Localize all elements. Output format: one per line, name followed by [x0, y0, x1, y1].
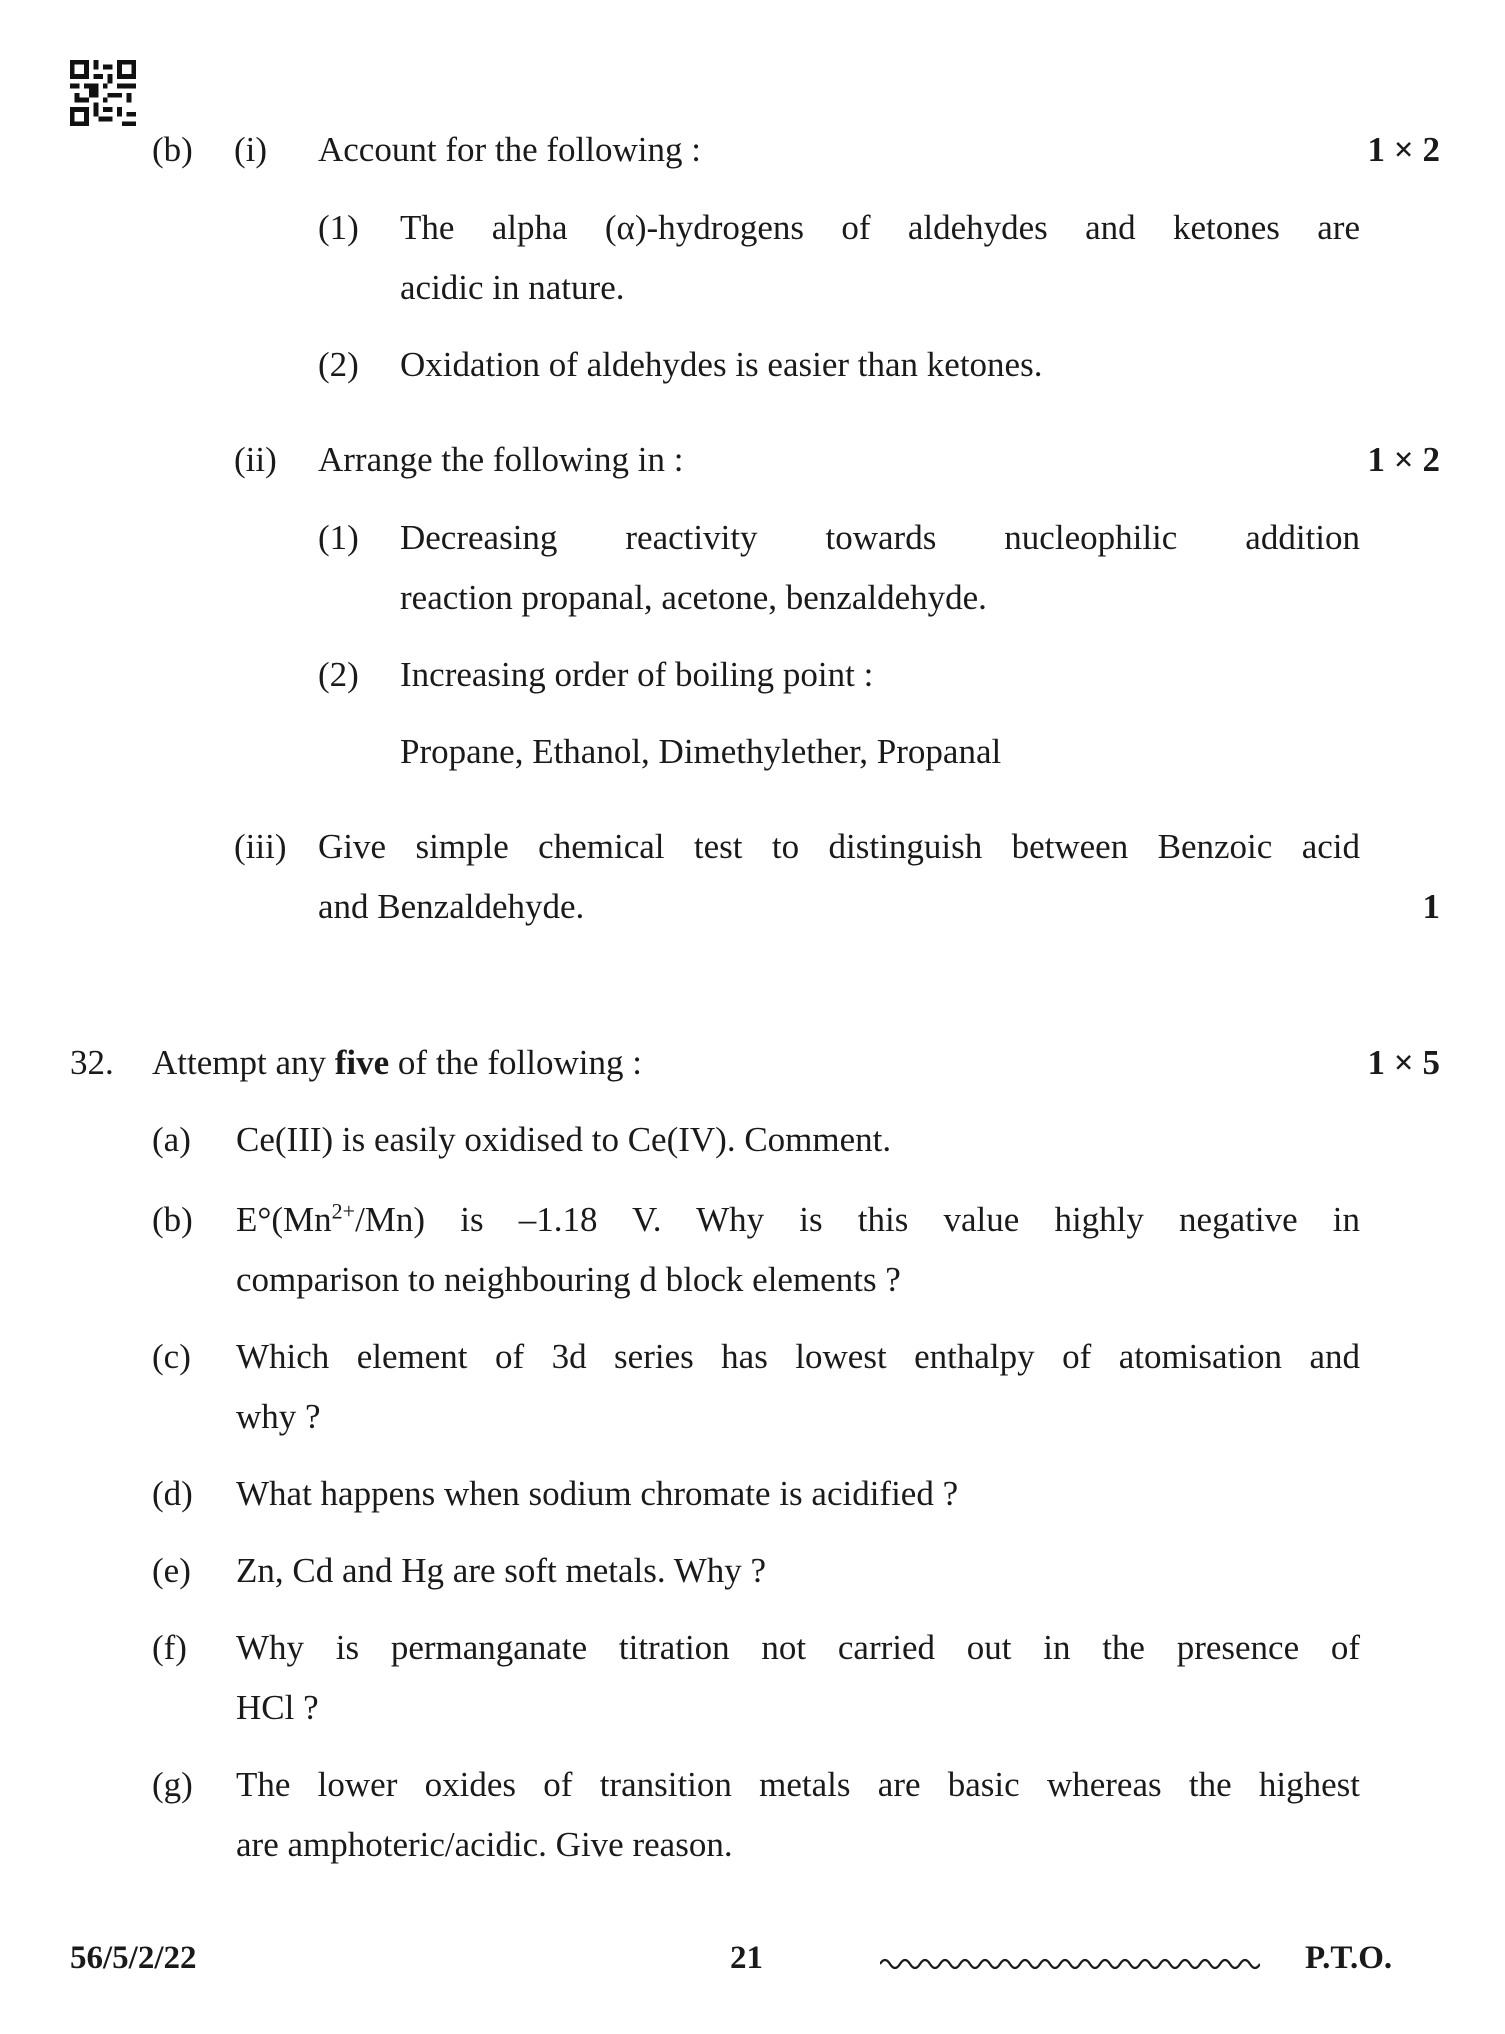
q32b-line2: comparison to neighbouring d block elements ? — [236, 1260, 901, 1299]
q32g-label: (g) — [152, 1765, 193, 1804]
q31b-i-label: (i) — [234, 130, 268, 169]
q32d-label: (d) — [152, 1474, 193, 1513]
q31b-i-item1-line2: acidic in nature. — [400, 268, 625, 307]
q31b-ii-label: (ii) — [234, 440, 277, 479]
q32-prompt: Attempt any five of the following : — [152, 1043, 642, 1082]
q32e-line1: Zn, Cd and Hg are soft metals. Why ? — [236, 1551, 767, 1590]
q32a-line1: Ce(III) is easily oxidised to Ce(IV). Comment. — [236, 1120, 892, 1159]
q31b-i-item2-num: (2) — [318, 345, 359, 384]
qr-code-icon — [68, 60, 138, 126]
page-number: 21 — [730, 1940, 763, 1976]
q31b-ii-item2-line1: Increasing order of boiling point : — [400, 655, 874, 694]
q32g-line1: The lower oxides of transition metals are basic whereas the highest — [236, 1765, 1360, 1804]
q31b-i-marks: 1 × 2 — [1367, 130, 1440, 169]
q31b-iii-line1: Give simple chemical test to distinguish between Benzoic acid — [318, 827, 1360, 866]
q31b-iii-line2: and Benzaldehyde. — [318, 887, 585, 926]
q31b-ii-marks: 1 × 2 — [1367, 440, 1440, 479]
q32-number: 32. — [70, 1043, 114, 1082]
q31b-ii-item2-line2: Propane, Ethanol, Dimethylether, Propanal — [400, 732, 1002, 771]
footer-code: 56/5/2/22 — [70, 1940, 197, 1976]
q32f-line1: Why is permanganate titration not carried out in the presence of — [236, 1628, 1360, 1667]
q31b-ii-item1-num: (1) — [318, 518, 359, 557]
pto-label: P.T.O. — [1305, 1940, 1393, 1976]
q31b-iii-marks: 1 — [1422, 887, 1440, 926]
q32c-line1: Which element of 3d series has lowest enthalpy of atomisation and — [236, 1337, 1360, 1376]
q31b-i-item2-line1: Oxidation of aldehydes is easier than ketones. — [400, 345, 1043, 384]
wavy-line-decoration — [880, 1952, 1260, 1976]
q31b-ii-item1-line2: reaction propanal, acetone, benzaldehyde. — [400, 578, 987, 617]
q32-marks: 1 × 5 — [1367, 1043, 1440, 1082]
q32f-line2: HCl ? — [236, 1688, 319, 1727]
q32f-label: (f) — [152, 1628, 187, 1667]
q32b-line1: $E^\circ(Mn^{2+}/Mn)$ is –1.18 V. Why is this value highly negative in — [236, 1198, 1360, 1239]
q31b-i-prompt: Account for the following : — [318, 130, 701, 169]
q31b-i-item1-line1: The alpha (α)-hydrogens of aldehydes and ketones are — [400, 208, 1360, 247]
q32c-label: (c) — [152, 1337, 191, 1376]
q32b-label: (b) — [152, 1200, 193, 1239]
q32a-label: (a) — [152, 1120, 191, 1159]
q32d-line1: What happens when sodium chromate is acidified ? — [236, 1474, 959, 1513]
q31b-ii-item1-line1: Decreasing reactivity towards nucleophilic addition — [400, 518, 1360, 557]
q31b-i-item1-num: (1) — [318, 208, 359, 247]
q32e-label: (e) — [152, 1551, 191, 1590]
q31b-label: (b) — [152, 130, 193, 169]
q31b-iii-label: (iii) — [234, 827, 287, 866]
charge-superscript: 2+ — [331, 1198, 356, 1224]
q31b-ii-prompt: Arrange the following in : — [318, 440, 684, 479]
q32-prompt-emphasis: five — [334, 1043, 390, 1082]
q31b-ii-item2-num: (2) — [318, 655, 359, 694]
q32g-line2: are amphoteric/acidic. Give reason. — [236, 1825, 733, 1864]
q32c-line2: why ? — [236, 1397, 321, 1436]
